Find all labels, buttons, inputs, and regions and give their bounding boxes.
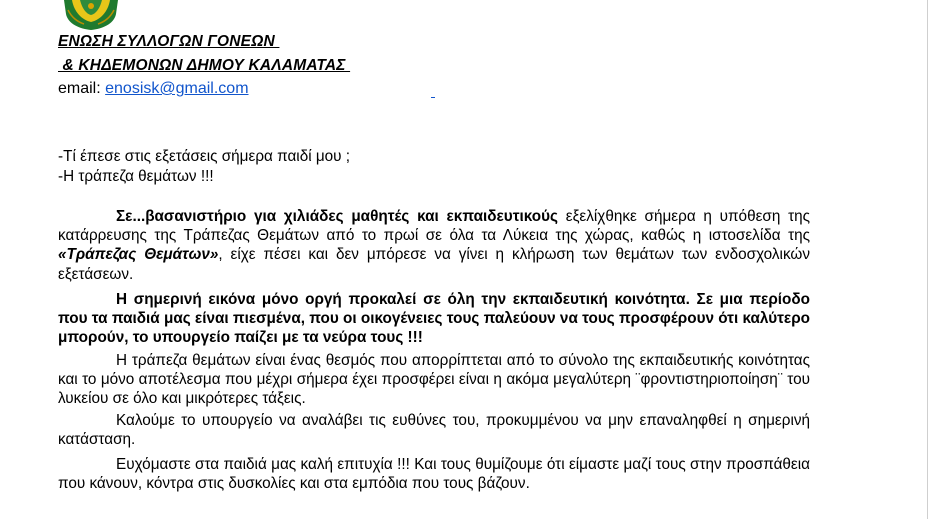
coat-of-arms-emblem-icon <box>60 0 122 30</box>
org-name-line1: ΕΝΩΣΗ ΣΥΛΛΟΓΩΝ ΓΟΝΕΩΝ <box>58 33 280 50</box>
paragraph-wishes: Ευχόμαστε στα παιδιά μας καλή επιτυχία !!! Και τους θυμίζουμε ότι είμαστε μαζί τους στην προσπάθεια που κάνουν, κόντρα στις δυσκολίες και στα εμπόδια που τους βάζουν. <box>58 456 810 493</box>
email-link[interactable]: enosisk@gmail.com <box>105 80 249 97</box>
intro-text-b: , είχε πέσει και δεν μπόρεσε να γίνει η κλήρωση των θεμάτων των ενδοσχολικών εξετάσεων. <box>58 246 810 283</box>
underline-mark <box>431 97 435 98</box>
dialogue-answer: -Η τράπεζα θεμάτων !!! <box>58 168 214 185</box>
email-line <box>58 80 249 98</box>
paragraph-bank: Η τράπεζα θεμάτων είναι ένας θεσμός που απορρίπτεται από το σύνολο της εκπαιδευτικής κοινότητας και το μόνο αποτέλεσμα που μέχρι σήμερα έχει προσφέρει είναι η ακόμα μεγαλύτερη ¨φροντιστηριοποίηση¨ του λυκείου σε όλο και μικρότερες τάξεις. <box>58 352 810 408</box>
page-edge-divider <box>927 0 928 519</box>
intro-text-a: εξελίχθηκε σήμερα η υπόθεση της κατάρρευσης της Τράπεζας Θεμάτων από το πρωί σε όλα τα Λύκεια της χώρας, καθώς η ιστοσελίδα της <box>58 208 811 245</box>
paragraph-call: Καλούμε το υπουργείο να αναλάβει τις ευθύνες του, προκυμμένου να μην επαναληφθεί η σημερινή κατάσταση. <box>58 412 810 449</box>
paragraph-anger: Η σημερινή εικόνα μόνο οργή προκαλεί σε όλη την εκπαιδευτική κοινότητα. Σε μια περίοδο που τα παιδιά μας είναι πιεσμένα, που οι οικογένειες τους παλεύουν να τους προσφέρουν ότι καλύτερο μπορούν, το υπουργείο παίζει με τα νεύρα τους !!! <box>58 291 810 347</box>
intro-bold-lead: Σε...βασανιστήριο για χιλιάδες μαθητές και εκπαιδευτικούς <box>116 208 559 225</box>
org-name-line2: & ΚΗΔΕΜΟΝΩΝ ΔΗΜΟΥ ΚΑΛΑΜΑΤΑΣ <box>58 57 351 74</box>
paragraph-intro <box>58 207 810 284</box>
email-label: email: <box>58 80 106 97</box>
dialogue-question: -Τί έπεσε στις εξετάσεις σήμερα παιδί μου ; <box>58 148 351 165</box>
intro-bold-italic: «Τράπεζας Θεμάτων» <box>58 246 219 264</box>
